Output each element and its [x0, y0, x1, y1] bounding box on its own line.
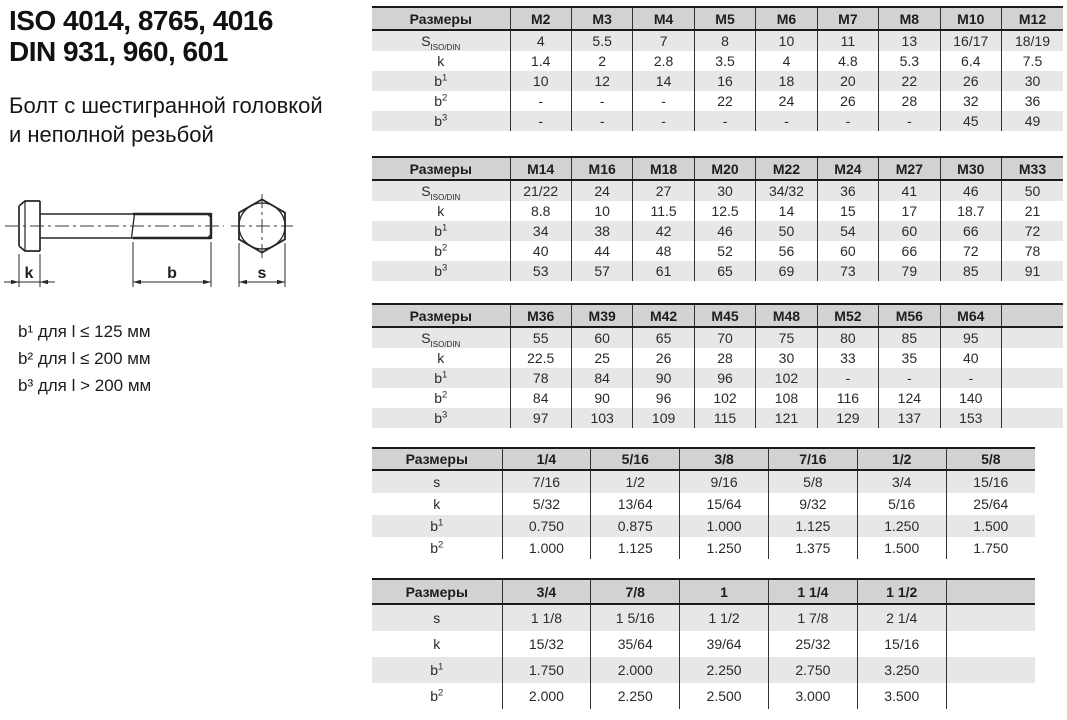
value-cell: 36 [1002, 91, 1064, 111]
value-cell: 4.8 [817, 51, 878, 71]
dimension-row [372, 180, 1063, 201]
size-column-header: 1/2 [857, 448, 946, 470]
value-cell: 60 [879, 221, 940, 241]
value-cell: 102 [694, 388, 755, 408]
value-cell: 2 1/4 [857, 604, 946, 631]
value-cell: 34/32 [756, 180, 817, 201]
value-cell: 40 [510, 241, 571, 261]
row-label: $b^1$ [430, 517, 444, 534]
dim-label-b: b [167, 265, 177, 282]
row-label: $b^2$ [430, 539, 444, 556]
size-column-header: M4 [633, 7, 694, 30]
size-column-header: M22 [756, 157, 817, 180]
value-cell: 2.000 [502, 683, 591, 709]
value-cell: 5/8 [768, 470, 857, 493]
value-cell: 103 [571, 408, 632, 428]
value-cell: 11 [817, 30, 878, 51]
value-cell: 2.8 [633, 51, 694, 71]
value-cell: 25 [571, 348, 632, 368]
value-cell: 3.500 [857, 683, 946, 709]
din-standards-title: DIN 931, 960, 601 [9, 36, 228, 67]
header-row [372, 157, 1063, 180]
value-cell: 41 [879, 180, 940, 201]
dimension-row [372, 261, 1063, 281]
value-cell: 66 [879, 241, 940, 261]
value-cell: 5/32 [502, 493, 591, 515]
size-column-header: M33 [1002, 157, 1064, 180]
dimension-row [372, 348, 1063, 368]
value-cell: - [633, 111, 694, 131]
empty-cell [946, 657, 1035, 683]
value-cell: 153 [940, 408, 1001, 428]
value-cell: 39/64 [680, 631, 769, 657]
value-cell: 21 [1002, 201, 1064, 221]
value-cell: - [817, 368, 878, 388]
value-cell: 96 [694, 368, 755, 388]
value-cell: 1.4 [510, 51, 571, 71]
value-cell: 79 [879, 261, 940, 281]
value-cell: 70 [694, 327, 755, 348]
value-cell: 2.000 [591, 657, 680, 683]
dimension-row [372, 657, 1035, 683]
row-label: $b^1$ [430, 661, 444, 678]
size-column-header: M36 [510, 304, 571, 327]
value-cell: 7.5 [1002, 51, 1064, 71]
value-cell: 1.500 [857, 537, 946, 559]
dimension-row [372, 201, 1063, 221]
value-cell: 15 [817, 201, 878, 221]
row-label: $b^3$ [434, 409, 448, 426]
size-column-header: M24 [817, 157, 878, 180]
value-cell: - [694, 111, 755, 131]
size-column-header: M52 [817, 304, 878, 327]
value-cell: 17 [879, 201, 940, 221]
size-column-header: 3/8 [680, 448, 769, 470]
value-cell: 78 [1002, 241, 1064, 261]
value-cell: 1 1/8 [502, 604, 591, 631]
value-cell: 4 [756, 51, 817, 71]
value-cell: 124 [879, 388, 940, 408]
value-cell: 33 [817, 348, 878, 368]
value-cell: 8.8 [510, 201, 571, 221]
value-cell: 1/2 [591, 470, 680, 493]
value-cell: 72 [940, 241, 1001, 261]
value-cell: 65 [633, 327, 694, 348]
size-column-header: M6 [756, 7, 817, 30]
table-metric-m14-m33 [372, 156, 1063, 281]
dimension-row [372, 221, 1063, 241]
value-cell: 1.125 [768, 515, 857, 537]
empty-cell [1002, 348, 1064, 368]
row-label: $S_{ISO/DIN}$ [421, 330, 461, 349]
row-label: k [437, 53, 445, 69]
value-cell: 28 [879, 91, 940, 111]
value-cell: 3/4 [857, 470, 946, 493]
value-cell: 42 [633, 221, 694, 241]
value-cell: 11.5 [633, 201, 694, 221]
value-cell: 95 [940, 327, 1001, 348]
value-cell: 2.250 [591, 683, 680, 709]
value-cell: 49 [1002, 111, 1064, 131]
value-cell: 1.125 [591, 537, 680, 559]
value-cell: 5.5 [571, 30, 632, 51]
value-cell: 32 [940, 91, 1001, 111]
dimension-row [372, 30, 1063, 51]
value-cell: - [633, 91, 694, 111]
sizes-column-header: Размеры [372, 579, 502, 604]
table-metric-m2-m12 [372, 6, 1063, 131]
value-cell: 2.250 [680, 657, 769, 683]
value-cell: - [879, 111, 940, 131]
description-line-1: Болт с шестигранной головкой [9, 93, 323, 118]
size-column-header: 5/16 [591, 448, 680, 470]
row-label: $b^2$ [434, 389, 448, 406]
size-column-header: M27 [879, 157, 940, 180]
size-column-header: M30 [940, 157, 1001, 180]
size-column-header: 1 [680, 579, 769, 604]
size-column-header: M16 [571, 157, 632, 180]
value-cell: 102 [756, 368, 817, 388]
row-label: k [433, 636, 441, 652]
empty-header-cell [1002, 304, 1064, 327]
row-label: $b^1$ [434, 72, 448, 89]
row-label: k [433, 496, 441, 512]
value-cell: - [571, 91, 632, 111]
dimension-row [372, 683, 1035, 709]
dimension-row [372, 241, 1063, 261]
value-cell: 5.3 [879, 51, 940, 71]
thread-length-notes [18, 318, 151, 399]
row-label: k [437, 203, 445, 219]
value-cell: 61 [633, 261, 694, 281]
value-cell: 22.5 [510, 348, 571, 368]
value-cell: 15/32 [502, 631, 591, 657]
value-cell: 5/16 [857, 493, 946, 515]
header-row [372, 304, 1063, 327]
value-cell: 1.750 [502, 657, 591, 683]
table-metric-m36-m64 [372, 303, 1063, 428]
size-column-header: 3/4 [502, 579, 591, 604]
value-cell: 137 [879, 408, 940, 428]
size-column-header: M42 [633, 304, 694, 327]
size-column-header: M14 [510, 157, 571, 180]
sizes-column-header: Размеры [372, 448, 502, 470]
value-cell: - [879, 368, 940, 388]
value-cell: 7 [633, 30, 694, 51]
value-cell: 84 [571, 368, 632, 388]
value-cell: 80 [817, 327, 878, 348]
value-cell: 26 [817, 91, 878, 111]
value-cell: 3.250 [857, 657, 946, 683]
row-label: $b^2$ [434, 242, 448, 259]
note-b3: b³ для l > 200 мм [18, 376, 152, 395]
value-cell: 55 [510, 327, 571, 348]
value-cell: 10 [510, 71, 571, 91]
value-cell: 2.500 [680, 683, 769, 709]
size-column-header: 7/16 [768, 448, 857, 470]
value-cell: 54 [817, 221, 878, 241]
value-cell: 75 [756, 327, 817, 348]
header-row [372, 579, 1035, 604]
product-description [9, 91, 323, 149]
dimension-row [372, 368, 1063, 388]
value-cell: 6.4 [940, 51, 1001, 71]
value-cell: 40 [940, 348, 1001, 368]
value-cell: 13/64 [591, 493, 680, 515]
size-column-header: M8 [879, 7, 940, 30]
value-cell: 1.250 [857, 515, 946, 537]
row-label: $b^1$ [434, 369, 448, 386]
size-column-header: M18 [633, 157, 694, 180]
dim-label-k: k [24, 265, 34, 282]
size-column-header: M12 [1002, 7, 1064, 30]
value-cell: 78 [510, 368, 571, 388]
value-cell: 18/19 [1002, 30, 1064, 51]
value-cell: 60 [571, 327, 632, 348]
size-column-header: 7/8 [591, 579, 680, 604]
value-cell: 96 [633, 388, 694, 408]
value-cell: 140 [940, 388, 1001, 408]
value-cell: 69 [756, 261, 817, 281]
empty-cell [1002, 368, 1064, 388]
row-label: $S_{ISO/DIN}$ [421, 183, 461, 202]
dimension-lines [4, 242, 285, 287]
value-cell: 3.000 [768, 683, 857, 709]
description-line-2: и неполной резьбой [9, 122, 214, 147]
value-cell: 116 [817, 388, 878, 408]
value-cell: 15/64 [680, 493, 769, 515]
sizes-column-header: Размеры [372, 157, 510, 180]
dimension-row [372, 537, 1035, 559]
value-cell: 109 [633, 408, 694, 428]
value-cell: - [756, 111, 817, 131]
value-cell: 3.5 [694, 51, 755, 71]
size-column-header: M39 [571, 304, 632, 327]
value-cell: 27 [633, 180, 694, 201]
dimension-row [372, 493, 1035, 515]
value-cell: 24 [571, 180, 632, 201]
value-cell: 52 [694, 241, 755, 261]
sizes-column-header: Размеры [372, 7, 510, 30]
size-column-header: 1/4 [502, 448, 591, 470]
standards-title-block [9, 5, 273, 67]
value-cell: 36 [817, 180, 878, 201]
value-cell: 44 [571, 241, 632, 261]
row-label: s [433, 610, 441, 626]
header-row [372, 448, 1035, 470]
value-cell: 108 [756, 388, 817, 408]
size-column-header: M7 [817, 7, 878, 30]
dimension-row [372, 631, 1035, 657]
dimension-row [372, 327, 1063, 348]
empty-cell [946, 604, 1035, 631]
value-cell: 22 [879, 71, 940, 91]
value-cell: 85 [940, 261, 1001, 281]
value-cell: 1.500 [946, 515, 1035, 537]
row-label: $S_{ISO/DIN}$ [421, 33, 461, 52]
value-cell: 12.5 [694, 201, 755, 221]
value-cell: 15/16 [857, 631, 946, 657]
size-column-header: M48 [756, 304, 817, 327]
value-cell: 50 [756, 221, 817, 241]
row-label: $b^3$ [434, 112, 448, 129]
value-cell: 46 [940, 180, 1001, 201]
value-cell: 1.250 [680, 537, 769, 559]
dimension-row [372, 51, 1063, 71]
value-cell: 20 [817, 71, 878, 91]
size-column-header: M10 [940, 7, 1001, 30]
row-label: s [433, 474, 441, 490]
value-cell: 73 [817, 261, 878, 281]
value-cell: 38 [571, 221, 632, 241]
value-cell: 48 [633, 241, 694, 261]
size-column-header: M5 [694, 7, 755, 30]
value-cell: 35 [879, 348, 940, 368]
value-cell: 90 [571, 388, 632, 408]
dimension-row [372, 515, 1035, 537]
value-cell: 26 [940, 71, 1001, 91]
size-column-header: M2 [510, 7, 571, 30]
value-cell: 56 [756, 241, 817, 261]
value-cell: 60 [817, 241, 878, 261]
row-label: $b^3$ [434, 262, 448, 279]
note-b2: b² для l ≤ 200 мм [18, 349, 151, 368]
note-b1: b¹ для l ≤ 125 мм [18, 322, 151, 341]
value-cell: 10 [756, 30, 817, 51]
value-cell: 14 [633, 71, 694, 91]
value-cell: 0.750 [502, 515, 591, 537]
value-cell: 1 5/16 [591, 604, 680, 631]
dim-label-s: s [257, 265, 267, 282]
value-cell: 72 [1002, 221, 1064, 241]
value-cell: 9/16 [680, 470, 769, 493]
row-label: $b^1$ [434, 222, 448, 239]
value-cell: 1.750 [946, 537, 1035, 559]
dimension-row [372, 71, 1063, 91]
empty-cell [1002, 408, 1064, 428]
empty-cell [946, 683, 1035, 709]
value-cell: 30 [1002, 71, 1064, 91]
bolt-technical-drawing [0, 185, 330, 320]
value-cell: 18 [756, 71, 817, 91]
value-cell: 21/22 [510, 180, 571, 201]
value-cell: 90 [633, 368, 694, 388]
size-column-header: 5/8 [946, 448, 1035, 470]
empty-cell [1002, 388, 1064, 408]
size-column-header: M3 [571, 7, 632, 30]
value-cell: 1.375 [768, 537, 857, 559]
size-column-header: 1 1/4 [768, 579, 857, 604]
size-column-header: M45 [694, 304, 755, 327]
value-cell: - [510, 91, 571, 111]
sizes-column-header: Размеры [372, 304, 510, 327]
dimension-row [372, 388, 1063, 408]
value-cell: 1 1/2 [680, 604, 769, 631]
value-cell: 115 [694, 408, 755, 428]
value-cell: 34 [510, 221, 571, 241]
value-cell: 30 [756, 348, 817, 368]
value-cell: 18.7 [940, 201, 1001, 221]
centerline [5, 194, 293, 259]
empty-cell [1002, 327, 1064, 348]
dimension-row [372, 91, 1063, 111]
dimension-row [372, 111, 1063, 131]
value-cell: 25/64 [946, 493, 1035, 515]
value-cell: 30 [694, 180, 755, 201]
value-cell: 2 [571, 51, 632, 71]
value-cell: 9/32 [768, 493, 857, 515]
value-cell: 14 [756, 201, 817, 221]
value-cell: 53 [510, 261, 571, 281]
value-cell: 57 [571, 261, 632, 281]
value-cell: 24 [756, 91, 817, 111]
value-cell: 12 [571, 71, 632, 91]
value-cell: 7/16 [502, 470, 591, 493]
value-cell: 2.750 [768, 657, 857, 683]
value-cell: 15/16 [946, 470, 1035, 493]
value-cell: 1 7/8 [768, 604, 857, 631]
size-column-header: M64 [940, 304, 1001, 327]
size-column-header: M20 [694, 157, 755, 180]
value-cell: 0.875 [591, 515, 680, 537]
value-cell: 84 [510, 388, 571, 408]
row-label: $b^2$ [434, 92, 448, 109]
value-cell: 10 [571, 201, 632, 221]
value-cell: 28 [694, 348, 755, 368]
row-label: k [437, 350, 445, 366]
table-imperial-large [372, 578, 1035, 709]
dimension-row [372, 408, 1063, 428]
value-cell: 22 [694, 91, 755, 111]
value-cell: 8 [694, 30, 755, 51]
value-cell: 129 [817, 408, 878, 428]
value-cell: 26 [633, 348, 694, 368]
value-cell: 35/64 [591, 631, 680, 657]
value-cell: 85 [879, 327, 940, 348]
dimension-row [372, 604, 1035, 631]
iso-standards-title: ISO 4014, 8765, 4016 [9, 5, 273, 36]
value-cell: 45 [940, 111, 1001, 131]
dimension-row [372, 470, 1035, 493]
row-label: $b^2$ [430, 687, 444, 704]
value-cell: 1.000 [680, 515, 769, 537]
value-cell: 46 [694, 221, 755, 241]
value-cell: 65 [694, 261, 755, 281]
empty-cell [946, 631, 1035, 657]
value-cell: 1.000 [502, 537, 591, 559]
value-cell: - [510, 111, 571, 131]
value-cell: 121 [756, 408, 817, 428]
size-column-header: 1 1/2 [857, 579, 946, 604]
value-cell: 66 [940, 221, 1001, 241]
value-cell: 16/17 [940, 30, 1001, 51]
size-column-header: M56 [879, 304, 940, 327]
value-cell: 4 [510, 30, 571, 51]
value-cell: - [940, 368, 1001, 388]
header-row [372, 7, 1063, 30]
value-cell: - [571, 111, 632, 131]
value-cell: 13 [879, 30, 940, 51]
table-imperial-small [372, 447, 1035, 559]
value-cell: 91 [1002, 261, 1064, 281]
value-cell: 25/32 [768, 631, 857, 657]
value-cell: 50 [1002, 180, 1064, 201]
empty-header-cell [946, 579, 1035, 604]
value-cell: 97 [510, 408, 571, 428]
value-cell: 16 [694, 71, 755, 91]
value-cell: - [817, 111, 878, 131]
